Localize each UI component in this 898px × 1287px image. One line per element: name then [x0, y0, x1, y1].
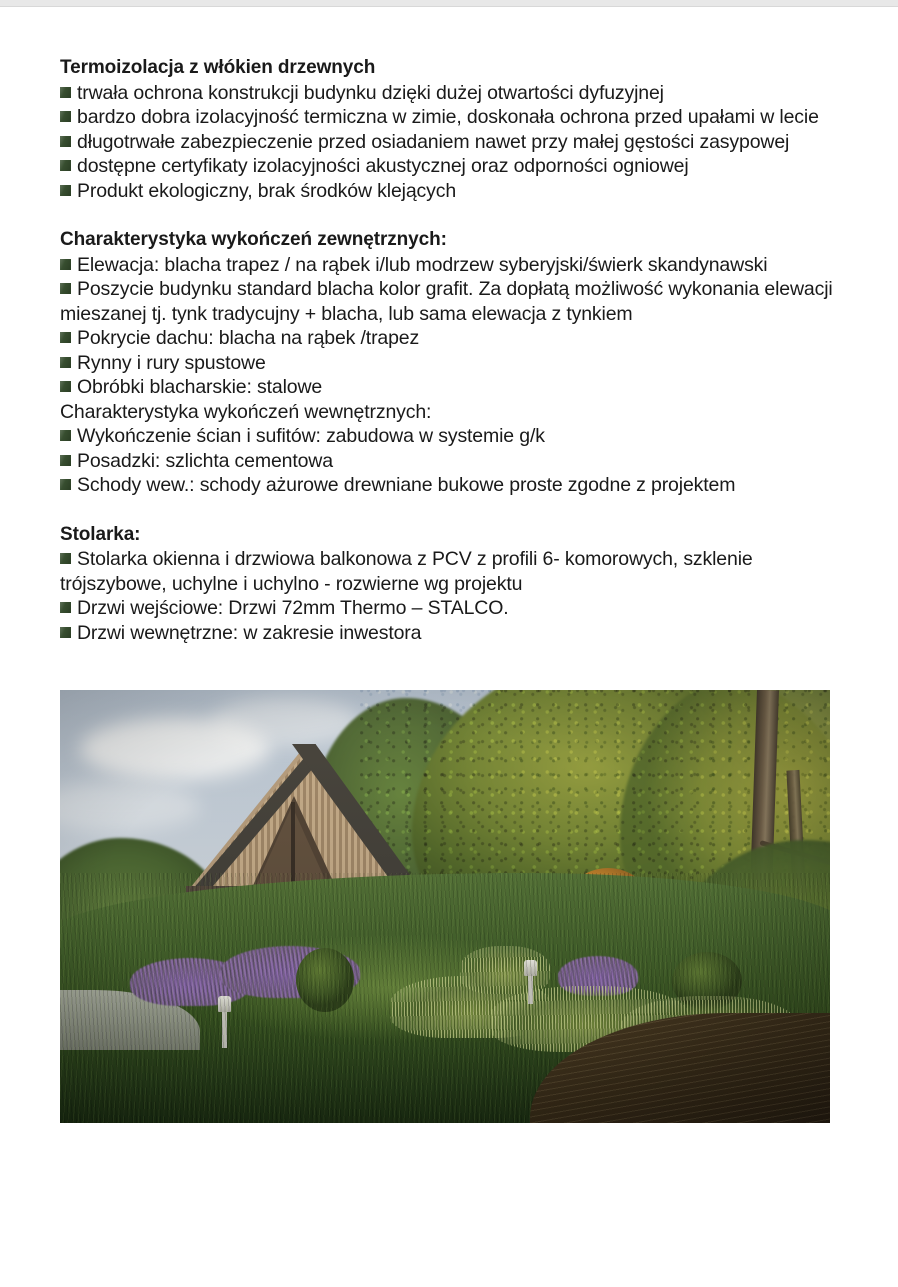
square-bullet-icon	[60, 185, 71, 196]
bullet-text: Drzwi wejściowe: Drzwi 72mm Thermo – STALCO.	[77, 597, 509, 619]
house-rendering-image	[60, 690, 830, 1123]
bullet-list-item	[60, 81, 842, 106]
subheading-wykonczenia-wewnetrzne: Charakterystyka wykończeń wewnętrznych:	[60, 400, 432, 423]
section-heading: Charakterystyka wykończeń zewnętrznych:	[60, 229, 447, 250]
square-bullet-icon	[60, 332, 71, 343]
bullet-text: długotrwałe zabezpieczenie przed osiadaniem nawet przy małej gęstości zasypowej	[77, 130, 790, 153]
bullet-list-item	[60, 105, 842, 130]
bullet-list-item	[60, 449, 842, 474]
bullet-list-item	[60, 277, 842, 326]
square-bullet-icon	[60, 602, 71, 613]
bullet-list-item	[60, 547, 842, 596]
illustration-wrapper	[60, 690, 842, 1123]
bullet-text: trwała ochrona konstrukcji budynku dzięki dużej otwartości dyfuzyjnej	[77, 81, 664, 104]
bullet-list-item	[60, 326, 842, 351]
bullet-text: Posadzki: szlichta cementowa	[77, 449, 333, 472]
bullet-text: Pokrycie dachu: blacha na rąbek /trapez	[77, 327, 420, 349]
bullet-list-item	[60, 621, 842, 646]
square-bullet-icon	[60, 455, 71, 466]
bullet-text: Wykończenie ścian i sufitów: zabudowa w systemie g/k	[77, 425, 545, 447]
square-bullet-icon	[60, 111, 71, 122]
bullet-text: Stolarka okienna i drzwiowa balkonowa z PCV z profili 6- komorowych, szklenie trójszybowe, uchylne i uchylno - rozwierne wg projektu	[60, 548, 753, 595]
bullet-text: bardzo dobra izolacyjność termiczna w zimie, doskonała ochrona przed upałami w lecie	[77, 106, 819, 128]
square-bullet-icon	[60, 357, 71, 368]
bullet-list-item	[60, 375, 842, 400]
bullet-list-item	[60, 130, 842, 155]
bullet-list-item	[60, 596, 842, 621]
bullet-list-item	[60, 424, 842, 449]
document-body	[0, 8, 898, 1123]
square-bullet-icon	[60, 283, 71, 294]
bullet-text: Rynny i rury spustowe	[77, 351, 266, 374]
bullet-text: Elewacja: blacha trapez / na rąbek i/lub modrzew syberyjski/świerk skandynawski	[77, 253, 768, 276]
section-stolarka	[60, 523, 842, 646]
square-bullet-icon	[60, 87, 71, 98]
square-bullet-icon	[60, 479, 71, 490]
bullet-list-item	[60, 351, 842, 376]
square-bullet-icon	[60, 160, 71, 171]
square-bullet-icon	[60, 430, 71, 441]
section-wykonczenia-zewnetrzne	[60, 228, 842, 498]
section-termoizolacja	[60, 56, 842, 203]
bullet-list-item	[60, 253, 842, 278]
square-bullet-icon	[60, 136, 71, 147]
document-page	[0, 8, 898, 1123]
bullet-text: Schody wew.: schody ażurowe drewniane bukowe proste zgodne z projektem	[77, 474, 736, 496]
bullet-list-item	[60, 473, 842, 498]
square-bullet-icon	[60, 259, 71, 270]
section-heading: Stolarka:	[60, 523, 141, 545]
browser-chrome-strip	[0, 0, 898, 7]
square-bullet-icon	[60, 381, 71, 392]
square-bullet-icon	[60, 553, 71, 564]
bullet-list-item	[60, 154, 842, 179]
bullet-text: Obróbki blacharskie: stalowe	[77, 376, 323, 398]
square-bullet-icon	[60, 627, 71, 638]
section-heading: Termoizolacja z włókien drzewnych	[60, 57, 376, 78]
bullet-text: Drzwi wewnętrzne: w zakresie inwestora	[77, 621, 422, 644]
bullet-list-item	[60, 179, 842, 204]
bullet-text: dostępne certyfikaty izolacyjności akustycznej oraz odporności ogniowej	[77, 155, 689, 177]
bullet-text: Poszycie budynku standard blacha kolor grafit. Za dopłatą możliwość wykonania elewacji mieszanej tj. tynk tradycujny + blacha, lub sama elewacja z tynkiem	[60, 278, 833, 325]
bullet-text: Produkt ekologiczny, brak środków klejących	[77, 179, 457, 202]
